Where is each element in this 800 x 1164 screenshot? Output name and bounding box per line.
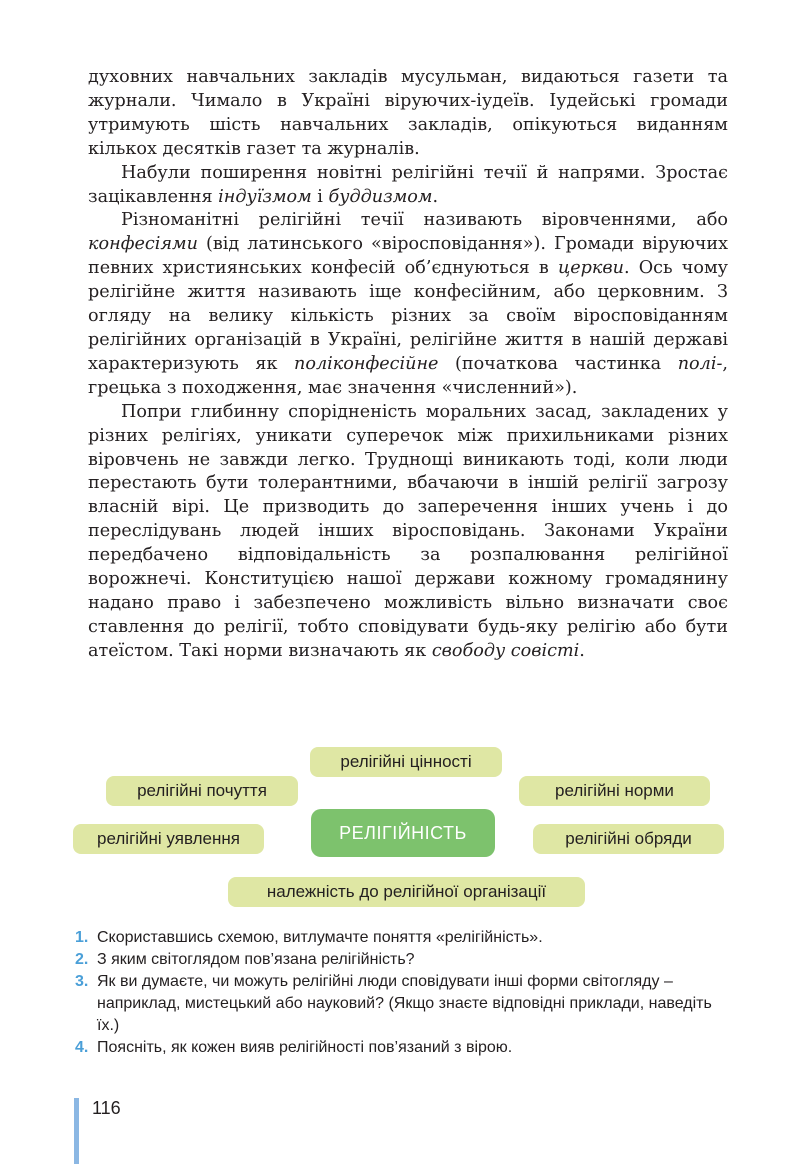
diagram-rites: релігійні обряди <box>533 824 724 854</box>
page-number: 116 <box>92 1098 121 1118</box>
question-text: Як ви думаєте, чи можуть релігійні люди сповідувати інші форми світогляду – наприклад, мистецький або науковий? (Якщо знаєте відповідні приклади, наведіть їх.) <box>97 973 712 1034</box>
diagram-ideas: релігійні уявлення <box>73 824 264 854</box>
question-item <box>75 949 735 971</box>
paragraph-3: Різноманітні релігійні течії називають віровченнями, або конфесіями (від латинського «віросповідання»). Громади віруючих певних християнських конфесій об’єднуються в церкви. Ось чому релігійне життя називають іще конфесійним, або церковним. З огляду на велику кількість різних за своїм віросповіданням релігійних організацій в Україні, релігійне життя в нашій державі характеризують як поліконфесійне (початкова частинка полі-, грецька з походження, має значення «численний»). <box>88 210 728 398</box>
question-text: З яким світоглядом пов’язана релігійність? <box>97 951 415 968</box>
questions-list <box>75 927 735 1059</box>
question-item <box>75 971 735 1037</box>
diagram-norms: релігійні норми <box>519 776 710 806</box>
diagram-center: РЕЛІГІЙНІСТЬ <box>311 809 495 857</box>
question-text: Поясніть, як кожен вияв релігійності пов’язаний з вірою. <box>97 1039 513 1056</box>
question-item <box>75 927 735 949</box>
diagram-values: релігійні цінності <box>310 747 502 777</box>
page-marker-bar <box>74 1098 79 1164</box>
paragraph-2: Набули поширення новітні релігійні течії й напрями. Зростає зацікавлення індуїзмом і буддизмом. <box>88 162 728 207</box>
question-number: 3. <box>75 973 89 990</box>
main-text <box>88 66 728 664</box>
question-item <box>75 1037 735 1059</box>
question-text: Скориставшись схемою, витлумачте поняття «релігійність». <box>97 929 543 946</box>
question-number: 1. <box>75 929 89 946</box>
diagram-feelings: релігійні почуття <box>106 776 298 806</box>
paragraph-4: Попри глибинну спорідненість моральних засад, закладених у різних релігіях, уникати суперечок між прихильниками різних віровчень не завжди легко. Труднощі виникають тоді, коли люди перестають бути толерантними, вбачаючи в іншій релігії загрозу власній вірі. Це призводить до заперечення інших учень і до переслідувань людей інших віросповідань. Законами України передбачено відповідальність за розпалювання релігійної ворожнечі. Конституцією нашої держави кожному громадянину надано право і забезпечено можливість вільно визначати своє ставлення до релігії, тобто сповідувати будь-яку релігію або бути атеїстом. Такі норми визначають як свободу совісті. <box>88 401 728 661</box>
question-number: 4. <box>75 1039 89 1056</box>
question-number: 2. <box>75 951 89 968</box>
diagram-belonging: належність до релігійної організації <box>228 877 585 907</box>
paragraph-1: духовних навчальних закладів мусульман, видаються газети та журнали. Чимало в Україні віруючих-іудеїв. Іудейські громади утримують шість навчальних закладів, опікуються виданням кількох десятків газет та журналів. <box>88 67 728 159</box>
